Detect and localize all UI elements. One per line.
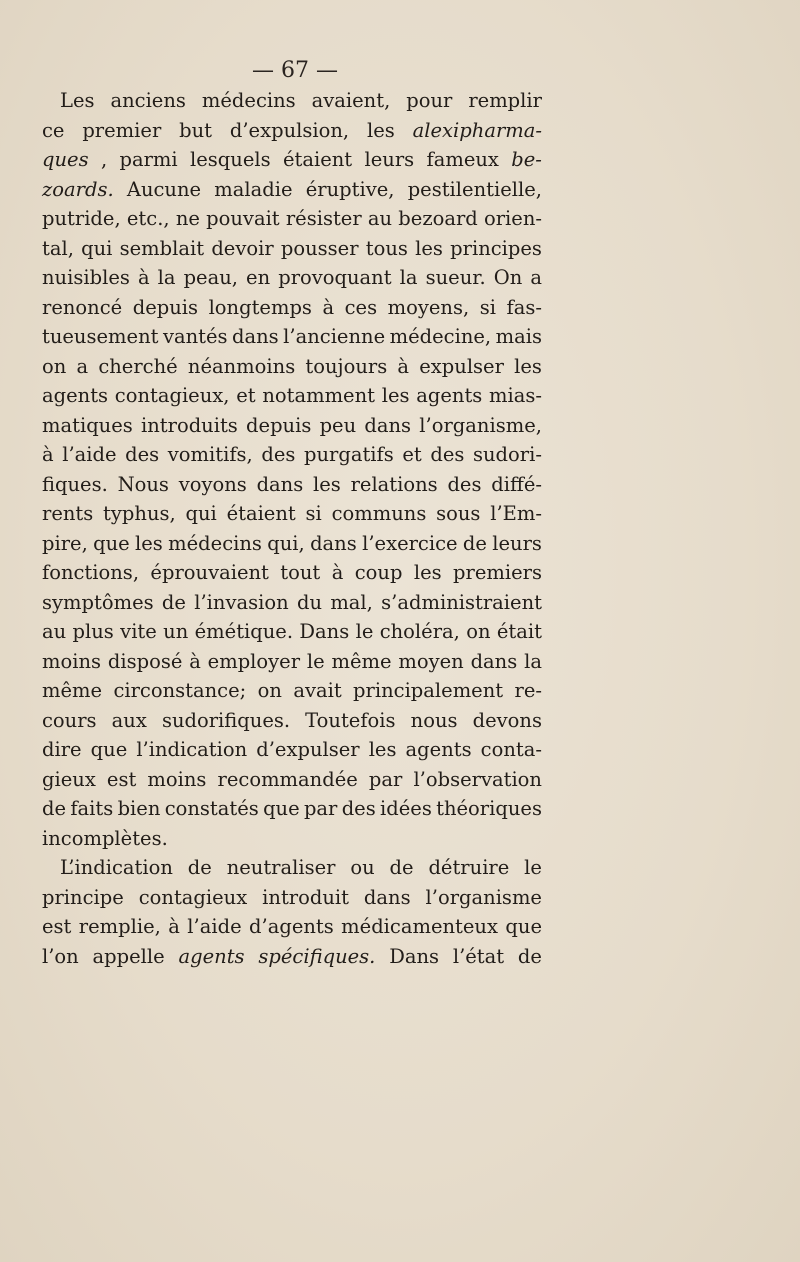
- word: éruptive,: [305, 177, 395, 201]
- word: toujours: [305, 354, 388, 378]
- word: spécifiques.: [258, 944, 376, 968]
- word: d’expulser: [256, 738, 360, 761]
- page-number: — 67 —: [252, 58, 338, 83]
- word: re-: [514, 679, 542, 702]
- word: si: [479, 295, 496, 319]
- word: dire: [42, 738, 82, 761]
- word: des: [447, 472, 482, 496]
- word: médecine,: [389, 325, 492, 348]
- word: pestilentielle,: [407, 177, 542, 201]
- word: agents: [405, 738, 472, 761]
- word: employer: [207, 649, 301, 673]
- word: à: [189, 649, 201, 673]
- word: à: [397, 354, 410, 378]
- word: maladie: [214, 177, 293, 201]
- text-line: [42, 381, 542, 411]
- word: dans: [364, 413, 412, 437]
- word: l’aide: [187, 915, 242, 938]
- word: mais: [495, 325, 542, 348]
- word: leurs: [492, 531, 542, 555]
- word: étaient: [226, 502, 296, 525]
- word: sudori-: [472, 443, 542, 466]
- text-line: [42, 352, 542, 382]
- word: les: [514, 354, 542, 378]
- text-line: [42, 588, 542, 618]
- word: de: [517, 944, 542, 968]
- word: Les: [60, 89, 95, 112]
- word: sous: [436, 502, 481, 525]
- word: fameux: [426, 148, 499, 171]
- word: nous: [410, 708, 458, 732]
- word: vomitifs,: [167, 443, 253, 466]
- word: remplie,: [78, 915, 161, 938]
- word: si: [305, 502, 322, 525]
- word: même: [42, 679, 103, 702]
- word: d’expulsion,: [229, 118, 350, 142]
- word: l’Em-: [490, 502, 542, 525]
- word: lesquels: [190, 148, 271, 171]
- word: tal,: [42, 236, 74, 260]
- word: gieux: [42, 767, 96, 791]
- word: médecins: [201, 89, 296, 112]
- text-line: [42, 322, 542, 352]
- word: voyons: [178, 472, 247, 496]
- word: constatés: [164, 797, 259, 820]
- word: de: [161, 590, 186, 614]
- word: l’aide: [62, 443, 117, 466]
- word: remplir: [468, 89, 542, 112]
- word: de: [187, 856, 212, 879]
- word: résister: [285, 207, 362, 230]
- word: symptômes: [42, 590, 154, 614]
- word: pousser: [280, 236, 359, 260]
- text-line: [42, 116, 542, 146]
- word: anciens: [110, 89, 186, 112]
- word: Dans: [299, 620, 350, 643]
- word: à: [137, 266, 150, 289]
- word: devons: [472, 708, 542, 732]
- text-line: [42, 234, 542, 264]
- word: de: [462, 531, 487, 555]
- word: que: [90, 738, 128, 761]
- word: l’état: [452, 944, 505, 968]
- word: Toutefois: [305, 708, 396, 732]
- word: l’invasion: [194, 590, 289, 614]
- word: leurs: [364, 148, 415, 171]
- word: tout: [280, 561, 321, 584]
- word: coup: [354, 561, 403, 584]
- word: zoards.: [42, 177, 114, 201]
- word: un: [163, 620, 189, 643]
- word: mias-: [489, 384, 542, 407]
- word: à: [168, 915, 180, 938]
- word: par: [303, 797, 338, 820]
- word: le: [524, 856, 542, 879]
- word: cherché: [98, 354, 178, 378]
- text-line: [42, 647, 542, 677]
- word: bien: [117, 797, 161, 820]
- word: orien-: [483, 207, 542, 230]
- word: des: [125, 443, 160, 466]
- word: l’organisme: [425, 885, 542, 909]
- word: On: [493, 266, 523, 289]
- word: sudorifiques.: [161, 708, 291, 732]
- text-line: [42, 175, 542, 205]
- word: expulser: [419, 354, 504, 378]
- word: introduit: [262, 885, 349, 909]
- text-line: [42, 263, 542, 293]
- word: vite: [120, 620, 157, 643]
- word: pire,: [42, 531, 88, 555]
- word: la: [524, 649, 542, 673]
- word: les: [381, 384, 410, 407]
- word: néanmoins: [187, 354, 296, 378]
- word: dans: [310, 531, 357, 555]
- word: avaient,: [311, 89, 391, 112]
- word: que: [505, 915, 542, 938]
- word: faits: [70, 797, 114, 820]
- word: à: [42, 443, 54, 466]
- word: de: [42, 797, 67, 820]
- word: qui: [81, 236, 113, 260]
- text-line: [42, 411, 542, 441]
- word: le: [306, 649, 325, 673]
- word: est: [106, 767, 137, 791]
- word: contagieux,: [114, 384, 230, 407]
- word: au: [42, 620, 67, 643]
- word: depuis: [132, 295, 199, 319]
- word: circonstance;: [113, 679, 247, 702]
- word: introduits: [141, 413, 238, 437]
- word: les: [415, 236, 443, 260]
- text-line: [42, 765, 542, 795]
- word: peau,: [183, 266, 238, 289]
- word: qui,: [267, 531, 305, 555]
- text-line: [42, 912, 542, 942]
- word: qui: [185, 502, 217, 525]
- word: moyen: [398, 649, 464, 673]
- word: la: [399, 266, 418, 289]
- word: avait: [293, 679, 342, 702]
- word: typhus,: [103, 502, 176, 525]
- word: d’agents: [249, 915, 334, 938]
- text-line: [42, 676, 542, 706]
- text-line: [42, 440, 542, 470]
- word: agents: [416, 384, 483, 407]
- text-line: [42, 883, 542, 913]
- word: que: [263, 797, 300, 820]
- word: dans: [232, 325, 279, 348]
- text-line: [42, 204, 542, 234]
- word: agents: [42, 384, 109, 407]
- word: diffé-: [491, 472, 542, 496]
- word: principes: [450, 236, 542, 260]
- word: contagieux: [138, 885, 248, 909]
- text-line: [42, 706, 542, 736]
- word: idées: [380, 797, 432, 820]
- word: etc.,: [126, 207, 170, 230]
- word: médicamenteux: [341, 915, 498, 938]
- word: théoriques: [436, 797, 542, 820]
- word: des: [261, 443, 296, 466]
- word: agents: [178, 944, 245, 968]
- word: les: [135, 531, 163, 555]
- word: à: [322, 295, 335, 319]
- text-line: [42, 470, 542, 500]
- word: au: [367, 207, 393, 230]
- word: les: [366, 118, 395, 142]
- word: Aucune: [126, 177, 202, 201]
- word: les: [413, 561, 442, 584]
- text-line: [42, 942, 542, 972]
- word: par: [368, 767, 403, 791]
- word: conta-: [480, 738, 542, 761]
- word: principalement: [353, 679, 504, 702]
- word: ce: [42, 118, 65, 142]
- body-text: [42, 86, 542, 971]
- word: l’ancienne: [283, 325, 386, 348]
- word: dans: [470, 649, 518, 673]
- word: l’indication: [136, 738, 248, 761]
- word: ou: [350, 856, 375, 879]
- word: aux: [111, 708, 147, 732]
- word: semblait: [119, 236, 205, 260]
- word: devoir: [211, 236, 274, 260]
- word: cours: [42, 708, 97, 732]
- word: du: [296, 590, 323, 614]
- word: ques: [42, 148, 89, 171]
- word: alexipharma-: [412, 118, 542, 142]
- word: disposé: [107, 649, 183, 673]
- word: communs: [331, 502, 427, 525]
- word: sueur.: [425, 266, 486, 289]
- word: renoncé: [42, 295, 123, 319]
- word: fiques.: [42, 472, 108, 496]
- word: premier: [82, 118, 162, 142]
- word: à: [331, 561, 344, 584]
- word: et: [402, 443, 422, 466]
- word: ne: [175, 207, 200, 230]
- word: l’on: [42, 944, 79, 968]
- word: fas-: [506, 295, 542, 319]
- word: peu: [319, 413, 357, 437]
- word: on: [42, 354, 67, 378]
- word: plus: [72, 620, 114, 643]
- text-line: [42, 293, 542, 323]
- word: même: [331, 649, 392, 673]
- text-line: [42, 735, 542, 765]
- word: moyens,: [387, 295, 470, 319]
- word: éprouvaient: [150, 561, 269, 584]
- word: des: [341, 797, 376, 820]
- text-line: [42, 794, 542, 824]
- word: relations: [350, 472, 438, 496]
- word: matiques: [42, 413, 133, 437]
- word: des: [430, 443, 465, 466]
- word: les: [313, 472, 341, 496]
- word: provoquant: [278, 266, 392, 289]
- text-line: [42, 499, 542, 529]
- word: notamment: [262, 384, 375, 407]
- word: a: [530, 266, 542, 289]
- word: et: [236, 384, 256, 407]
- word: émétique.: [194, 620, 294, 643]
- word: l’observation: [413, 767, 542, 791]
- word: Nous: [117, 472, 169, 496]
- word: détruire: [428, 856, 510, 879]
- word: l’organisme,: [419, 413, 542, 437]
- text-line: [42, 824, 542, 854]
- word: choléra,: [379, 620, 460, 643]
- word: parmi: [119, 148, 178, 171]
- word: était: [496, 620, 542, 643]
- word: ,: [100, 148, 108, 171]
- word: tous: [365, 236, 408, 260]
- word: premiers: [453, 561, 542, 584]
- word: purgatifs: [303, 443, 394, 466]
- word: on: [257, 679, 282, 702]
- word: ces: [344, 295, 378, 319]
- word: mal,: [330, 590, 373, 614]
- word: be-: [511, 148, 542, 171]
- text-line: [42, 558, 542, 588]
- word: neutraliser: [226, 856, 336, 879]
- word: que: [93, 531, 130, 555]
- word: pour: [406, 89, 453, 112]
- word: vantés: [162, 325, 228, 348]
- word: médecins: [168, 531, 262, 555]
- text-line: [42, 86, 542, 116]
- text-line: [42, 529, 542, 559]
- word: depuis: [246, 413, 312, 437]
- word: est: [42, 915, 72, 938]
- word: recommandée: [217, 767, 358, 791]
- word: en: [246, 266, 271, 289]
- word: tueusement: [42, 325, 159, 348]
- word: la: [157, 266, 176, 289]
- word: appelle: [92, 944, 165, 968]
- word: fonctions,: [42, 561, 140, 584]
- word: on: [466, 620, 491, 643]
- word: nuisibles: [42, 266, 130, 289]
- text-line: [42, 145, 542, 175]
- word: pouvait: [206, 207, 280, 230]
- word: de: [389, 856, 414, 879]
- word: les: [368, 738, 397, 761]
- word: L’indication: [60, 856, 173, 879]
- word: putride,: [42, 207, 121, 230]
- word: étaient: [282, 148, 353, 171]
- text-line: [42, 617, 542, 647]
- text-line: [42, 853, 542, 883]
- word: incomplètes.: [42, 826, 168, 850]
- word: Dans: [389, 944, 440, 968]
- word: le: [355, 620, 374, 643]
- word: dans: [256, 472, 304, 496]
- word: bezoard: [398, 207, 478, 230]
- word: dans: [363, 885, 411, 909]
- word: rents: [42, 502, 94, 525]
- word: s’administraient: [381, 590, 542, 614]
- word: moins: [42, 649, 102, 673]
- word: longtemps: [208, 295, 312, 319]
- word: moins: [147, 767, 207, 791]
- word: but: [179, 118, 213, 142]
- word: principe: [42, 885, 124, 909]
- word: a: [76, 354, 89, 378]
- word: l’exercice: [362, 531, 458, 555]
